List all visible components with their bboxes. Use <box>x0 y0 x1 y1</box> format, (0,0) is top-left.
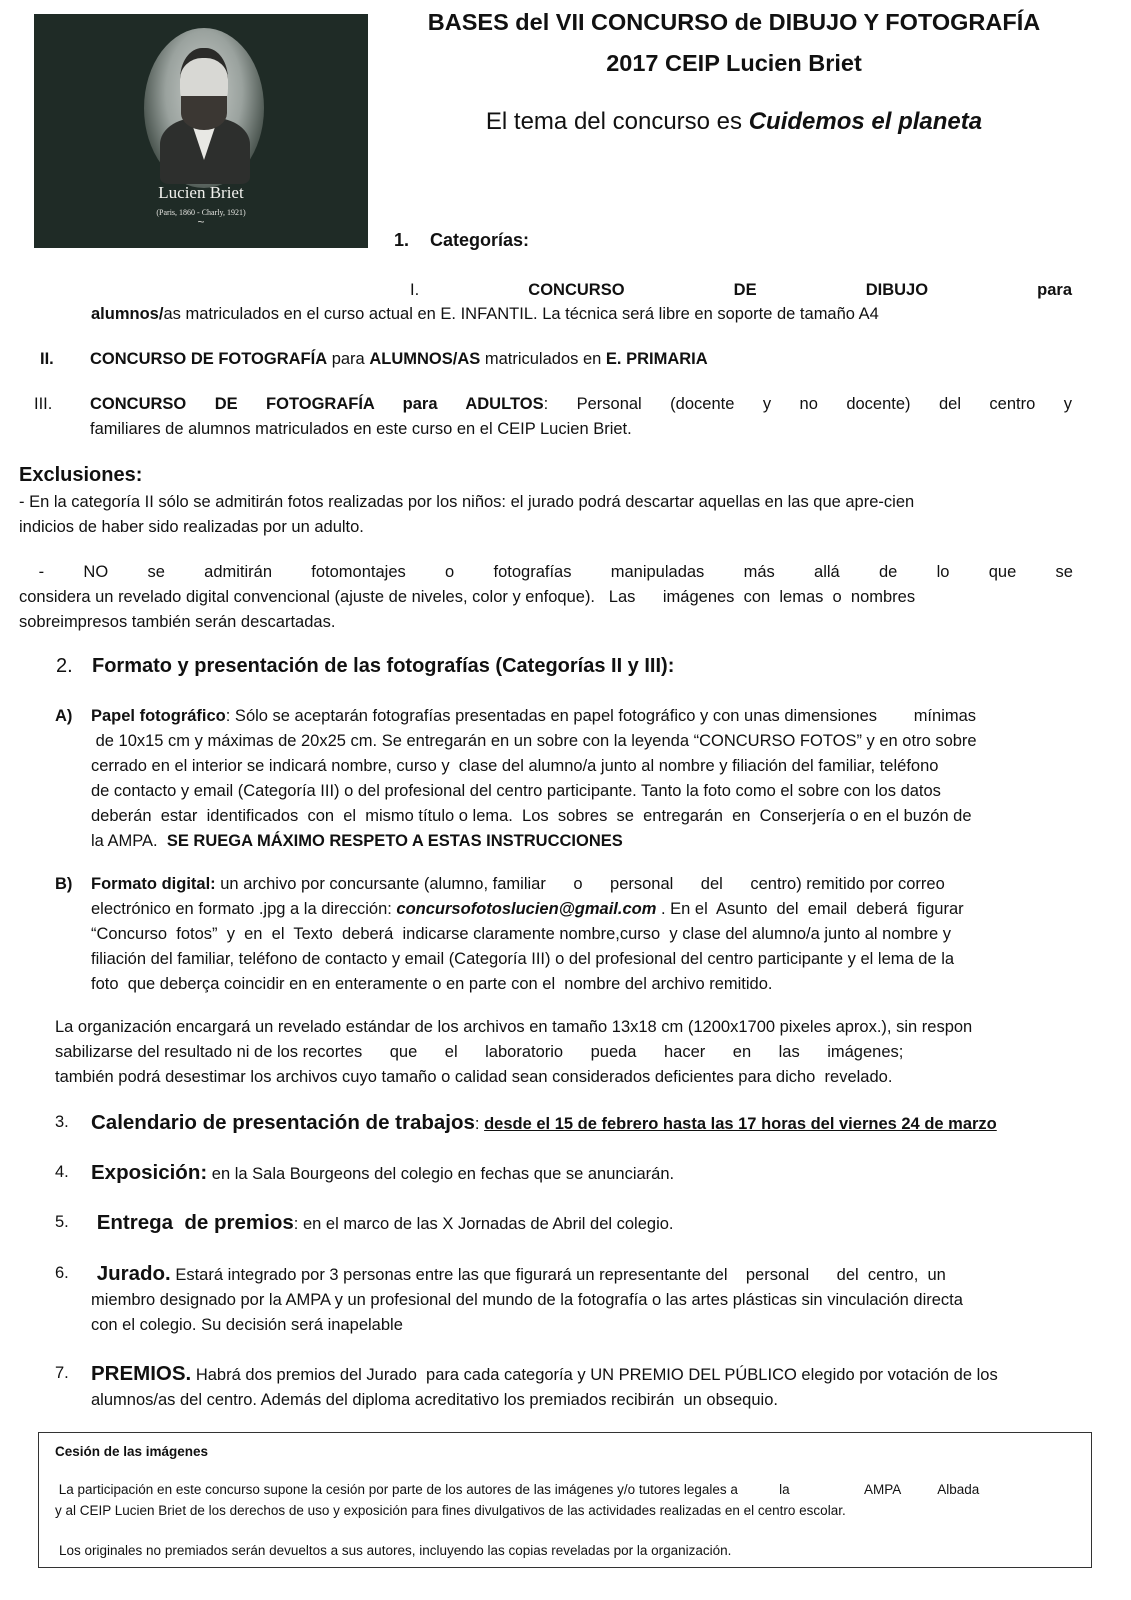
printing-note <box>55 1015 1073 1090</box>
lucien-briet-portrait <box>34 14 368 248</box>
exclusion-1-line2: indicios de haber sido realizadas por un adulto. <box>19 518 364 536</box>
bold-instruction: SE RUEGA MÁXIMO RESPETO A ESTAS INSTRUCCIONES <box>166 832 623 850</box>
document-title-line1: BASES del VII CONCURSO de DIBUJO Y FOTOGRAFÍA <box>427 9 1041 35</box>
text: cerrado en el interior se indicará nombre, curso y clase del alumno/a junto al nombre y filiación del familiar, teléfono <box>91 757 939 775</box>
section-title: Formato y presentación de las fotografías (Categorías II y III): <box>92 655 675 677</box>
exclusions-heading: Exclusiones: <box>19 464 143 486</box>
rights-box-title: Cesión de las imágenes <box>55 1444 209 1459</box>
section-number: 2. <box>56 655 73 677</box>
bold-lead: Papel fotográfico <box>91 707 226 725</box>
text: “Concurso fotos” y en el Texto deberá indicarse claramente nombre,curso y clase del alumno/a junto al nombre y <box>91 925 951 943</box>
contest-email-link[interactable]: concursofotoslucien@gmail.com <box>396 900 657 918</box>
section-number: 7. <box>55 1364 69 1382</box>
subsection-a-body <box>91 704 1073 854</box>
word: DE <box>733 281 757 299</box>
exclusion-2-line2: considera un revelado digital convencional (ajuste de niveles, color y enfoque). Las imágenes con lemas o nombres <box>19 588 916 606</box>
section-title: Entrega de premios <box>91 1211 294 1234</box>
word: CONCURSO <box>528 281 625 299</box>
text: - NO se admitirán fotomontajes o fotografías manipuladas más allá de lo que se <box>19 563 1073 581</box>
section-awards-ceremony <box>55 1210 1073 1237</box>
text: de contacto y email (Categoría III) o del profesional del centro participante. Tanto la foto como el sobre con los datos <box>91 782 941 800</box>
section-categories-heading <box>394 228 529 253</box>
section-title: Calendario de presentación de trabajos <box>91 1111 475 1134</box>
exclusion-2-line1 <box>19 560 1073 585</box>
text: para <box>327 350 370 368</box>
section-title: PREMIOS. <box>91 1362 192 1385</box>
section-prizes <box>55 1361 1073 1413</box>
text: : <box>474 1115 485 1133</box>
subsection-b-digital <box>55 872 1073 997</box>
bold-text: E. PRIMARIA <box>605 350 708 368</box>
text: de 10x15 cm y máximas de 20x25 cm. Se entregarán en un sobre con la leyenda “CONCURSO FOTOS” y en otro sobre <box>91 732 977 750</box>
text: Habrá dos premios del Jurado para cada categoría y UN PREMIO DEL PÚBLICO elegido por votación de los <box>191 1366 998 1384</box>
section-title: Exposición: <box>91 1161 208 1184</box>
text: un archivo por concursante (alumno, familiar o personal del centro) remitido por correo <box>215 875 945 893</box>
section-format-heading <box>56 654 674 679</box>
bold-text: alumnos/ <box>91 305 164 323</box>
section-exhibition <box>55 1160 1073 1187</box>
bold-text: ALUMNOS/AS <box>369 350 481 368</box>
theme-prefix: El tema del concurso es <box>485 108 749 135</box>
rights-box-paragraph-2: Los originales no premiados serán devueltos a sus autores, incluyendo las copias reveladas por la organización. <box>59 1543 732 1558</box>
text: : Sólo se aceptarán fotografías presentadas en papel fotográfico y con unas dimensiones mínimas <box>225 707 977 725</box>
category-roman: III. <box>34 395 53 413</box>
bold-text: CONCURSO DE FOTOGRAFÍA <box>90 350 328 368</box>
subsection-a-paper <box>55 704 1073 854</box>
word: para <box>1037 281 1072 299</box>
document-title-line2: 2017 CEIP Lucien Briet <box>606 50 862 76</box>
text: La organización encargará un revelado estándar de los archivos en tamaño 13x18 cm (1200x1700 pixeles aprox.), sin respon <box>55 1018 973 1036</box>
section-number: 6. <box>55 1264 69 1282</box>
text: : Personal (docente y no docente) del centro y <box>543 395 1072 413</box>
theme-value: Cuidemos el planeta <box>748 108 983 135</box>
text: : en el marco de las X Jornadas de Abril del colegio. <box>293 1215 674 1233</box>
category-roman: I. <box>410 281 420 299</box>
section-number: 4. <box>55 1163 69 1181</box>
text: foto que deberça coincidir en en enteramente o en parte con el nombre del archivo remitido. <box>91 975 773 993</box>
subsection-b-body <box>91 872 1073 997</box>
text: alumnos/as del centro. Además del diploma acreditativo los premiados recibirán un obsequio. <box>91 1391 778 1409</box>
text: deberán estar identificados con el mismo título o lema. Los sobres se entregarán en Conserjería o en el buzón de <box>91 807 972 825</box>
text: matriculados en <box>480 350 606 368</box>
section-number: 3. <box>55 1113 69 1131</box>
category-roman: II. <box>40 350 54 368</box>
text: en la Sala Bourgeons del colegio en fechas que se anunciarán. <box>207 1165 675 1183</box>
text: Estará integrado por 3 personas entre las que figurará un representante del personal del centro, un <box>170 1266 946 1284</box>
image-rights-box <box>38 1432 1092 1568</box>
text: la AMPA. <box>91 832 167 850</box>
text: . En el Asunto del email deberá figurar <box>656 900 964 918</box>
bold-text: CONCURSO DE FOTOGRAFÍA para ADULTOS <box>90 395 544 413</box>
text: filiación del familiar, teléfono de contacto y email (Categoría III) o del profesional del centro participante y el lema de la <box>91 950 955 968</box>
category-i-line2 <box>91 302 879 327</box>
category-i-line1 <box>410 278 1072 303</box>
subsection-label: A) <box>55 707 73 725</box>
text: sabilizarse del resultado ni de los recortes que el laboratorio pueda hacer en las imágenes; <box>55 1043 904 1061</box>
exclusion-2-line3: sobreimpresos también serán descartadas. <box>19 613 336 631</box>
rights-box-paragraph-1 <box>55 1479 1077 1521</box>
section-number: 1. <box>394 230 410 250</box>
text: con el colegio. Su decisión será inapelable <box>91 1316 403 1334</box>
flourish-ornament-icon: ~ <box>197 215 205 229</box>
section-number: 5. <box>55 1213 69 1231</box>
text: también podrá desestimar los archivos cuyo tamaño o calidad sean considerados deficientes para dicho revelado. <box>55 1068 893 1086</box>
text: y al CEIP Lucien Briet de los derechos de uso y exposición para fines divulgativos de las actividades realizadas en el centro escolar. <box>55 1503 846 1518</box>
category-ii-text <box>90 347 708 372</box>
category-iii-line2: familiares de alumnos matriculados en este curso en el CEIP Lucien Briet. <box>90 420 632 438</box>
text: miembro designado por la AMPA y un profesional del mundo de la fotografía o las artes plásticas sin vinculación directa <box>91 1291 963 1309</box>
section-title: Categorías: <box>430 230 530 250</box>
word: DIBUJO <box>865 281 929 299</box>
portrait-caption-name: Lucien Briet <box>158 183 244 202</box>
text: as matriculados en el curso actual en E. INFANTIL. La técnica será libre en soporte de tamaño A4 <box>163 305 879 323</box>
section-jury <box>55 1261 1073 1338</box>
submission-dates: desde el 15 de febrero hasta las 17 horas del viernes 24 de marzo <box>484 1115 997 1133</box>
subsection-label: B) <box>55 875 73 893</box>
portrait-beard <box>181 96 227 130</box>
portrait-caption-dates: (Paris, 1860 - Charly, 1921) <box>156 208 246 217</box>
section-calendar <box>55 1110 1073 1137</box>
section-title: Jurado. <box>91 1262 171 1285</box>
text: La participación en este concurso supone la cesión por parte de los autores de las imágenes y/o tutores legales a la AMPA Albada <box>55 1482 980 1497</box>
contest-theme <box>400 109 1068 134</box>
category-iii-line1 <box>90 392 1072 417</box>
text: electrónico en formato .jpg a la dirección: <box>91 900 397 918</box>
exclusion-1-line1: - En la categoría II sólo se admitirán fotos realizadas por los niños: el jurado podrá descartar aquellas en las que apre-cien <box>19 493 915 511</box>
bold-lead: Formato digital: <box>91 875 216 893</box>
